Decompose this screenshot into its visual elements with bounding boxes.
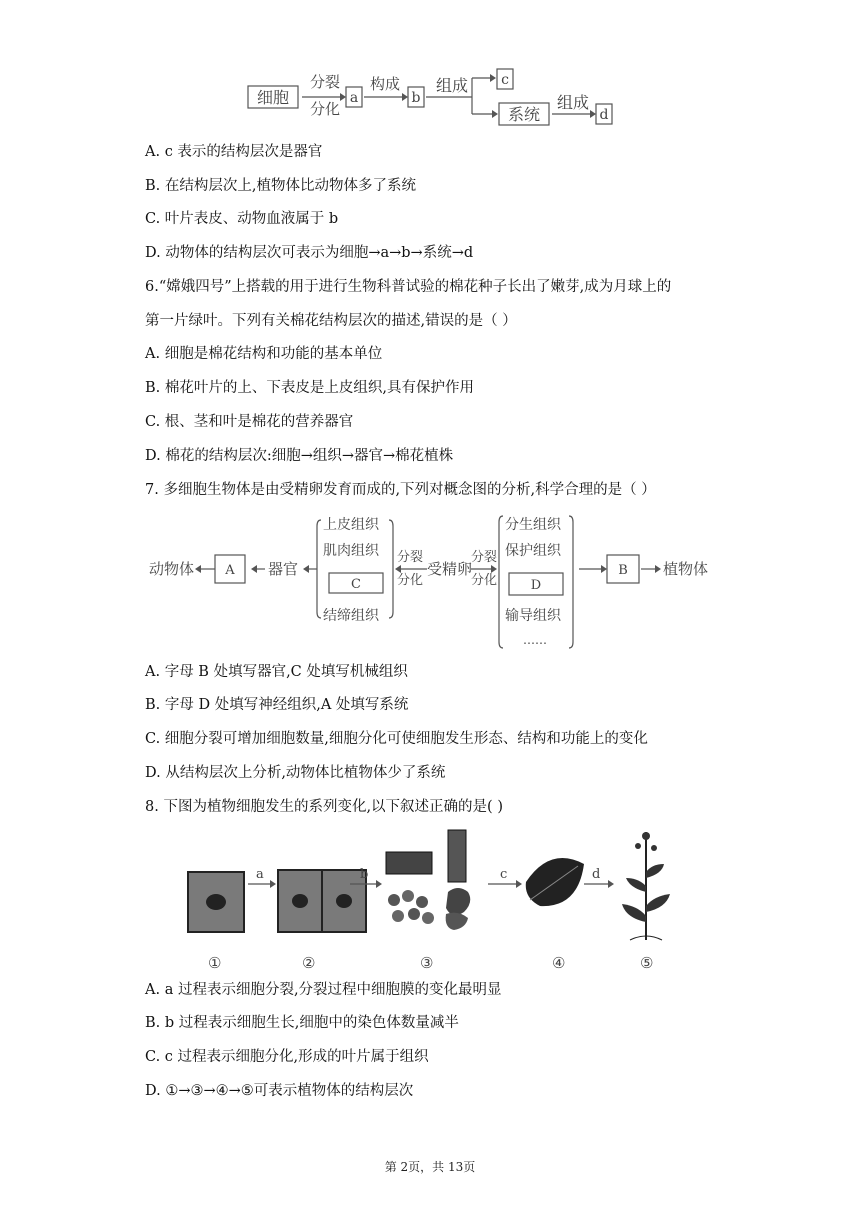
compose-label: 组成 [435,76,469,95]
b-label: b [411,90,421,106]
diff-label-right: 分化 [471,573,498,588]
page-footer: 第 2页，共 13页 [384,1160,476,1174]
leaf-image [526,858,584,906]
box-a-label: A [225,563,235,578]
concept-map-diagram [145,512,715,654]
process-c-label: c [500,867,508,882]
q6-option-d: D. 棉花的结构层次:细胞→组织→器官→棉花植株 [145,448,454,464]
q6-stem-line2: 第一片绿叶。下列有关棉花结构层次的描述,错误的是（ ） [145,313,517,329]
structure-hierarchy-diagram [240,62,630,132]
zygote-label: 受精卵 [427,560,473,578]
divided-cells-image [278,870,366,932]
plant-tissue-0: 分生组织 [505,517,561,533]
animal-tissue-3: 结缔组织 [323,608,379,624]
q8-option-c: C. c 过程表示细胞分化,形成的叶片属于组织 [145,1049,429,1065]
box-c-label: C [351,577,361,592]
q5-option-c: C. 叶片表皮、动物血液属于 b [145,211,339,227]
q7-option-a: A. 字母 B 处填写器官,C 处填写机械组织 [145,664,408,680]
animal-tissue-0: 上皮组织 [323,517,379,533]
q6-option-a: A. 细胞是棉花结构和功能的基本单位 [145,346,383,362]
split-label-right: 分裂 [471,550,498,565]
q7-stem: 7. 多细胞生物体是由受精卵发育而成的,下列对概念图的分析,科学合理的是（ ） [145,482,656,498]
system-label: 系统 [507,105,541,124]
q6-option-b: B. 棉花叶片的上、下表皮是上皮组织,具有保护作用 [145,380,474,396]
plant-label: 植物体 [663,560,709,578]
number-1: ① [208,954,222,972]
box-d-label: D [530,578,542,593]
diff-label-left: 分化 [397,573,424,588]
c-label: c [501,72,509,88]
box-b-label: B [618,563,628,578]
tissues-image [386,830,470,930]
q7-option-c: C. 细胞分裂可增加细胞数量,细胞分化可使细胞发生形态、结构和功能上的变化 [145,731,648,747]
animal-label: 动物体 [149,560,195,578]
process-b-label: b [360,867,369,882]
q8-option-b: B. b 过程表示细胞生长,细胞中的染色体数量减半 [145,1015,459,1031]
plant-tissue-1: 保护组织 [505,543,561,559]
q7-option-d: D. 从结构层次上分析,动物体比植物体少了系统 [145,765,446,781]
cell-label: 细胞 [256,88,290,107]
form-label: 构成 [369,75,401,93]
q6-option-c: C. 根、茎和叶是棉花的营养器官 [145,414,354,430]
single-cell-image [188,872,244,932]
plant-cell-change-diagram [180,822,700,972]
q7-option-b: B. 字母 D 处填写神经组织,A 处填写系统 [145,697,409,713]
a-label: a [349,90,359,106]
number-4: ④ [552,954,566,972]
plant-image [622,832,670,940]
q8-stem: 8. 下图为植物细胞发生的系列变化,以下叙述正确的是( ) [145,799,503,815]
organ-label: 器官 [268,560,299,578]
number-3: ③ [420,954,434,972]
q8-option-d: D. ①→③→④→⑤可表示植物体的结构层次 [145,1083,414,1099]
plant-tissue-3: 输导组织 [505,608,561,624]
q5-option-d: D. 动物体的结构层次可表示为细胞→a→b→系统→d [145,245,474,261]
d-label: d [599,107,609,123]
process-a-label: a [256,867,264,882]
split-label-left: 分裂 [397,550,424,565]
q5-option-a: A. c 表示的结构层次是器官 [145,144,323,160]
process-d-label: d [592,867,601,882]
animal-tissue-1: 肌肉组织 [323,543,379,559]
plant-tissue-4: …… [523,633,547,647]
q8-option-a: A. a 过程表示细胞分裂,分裂过程中细胞膜的变化最明显 [145,982,502,998]
number-2: ② [302,954,316,972]
number-5: ⑤ [640,954,654,972]
q6-stem-line1: 6.“嫦娥四号”上搭载的用于进行生物科普试验的棉花种子长出了嫩芽,成为月球上的 [145,279,672,295]
diff-label: 分化 [309,100,341,118]
compose2-label: 组成 [556,93,590,112]
split-label: 分裂 [309,73,341,91]
q5-option-b: B. 在结构层次上,植物体比动物体多了系统 [145,178,416,194]
